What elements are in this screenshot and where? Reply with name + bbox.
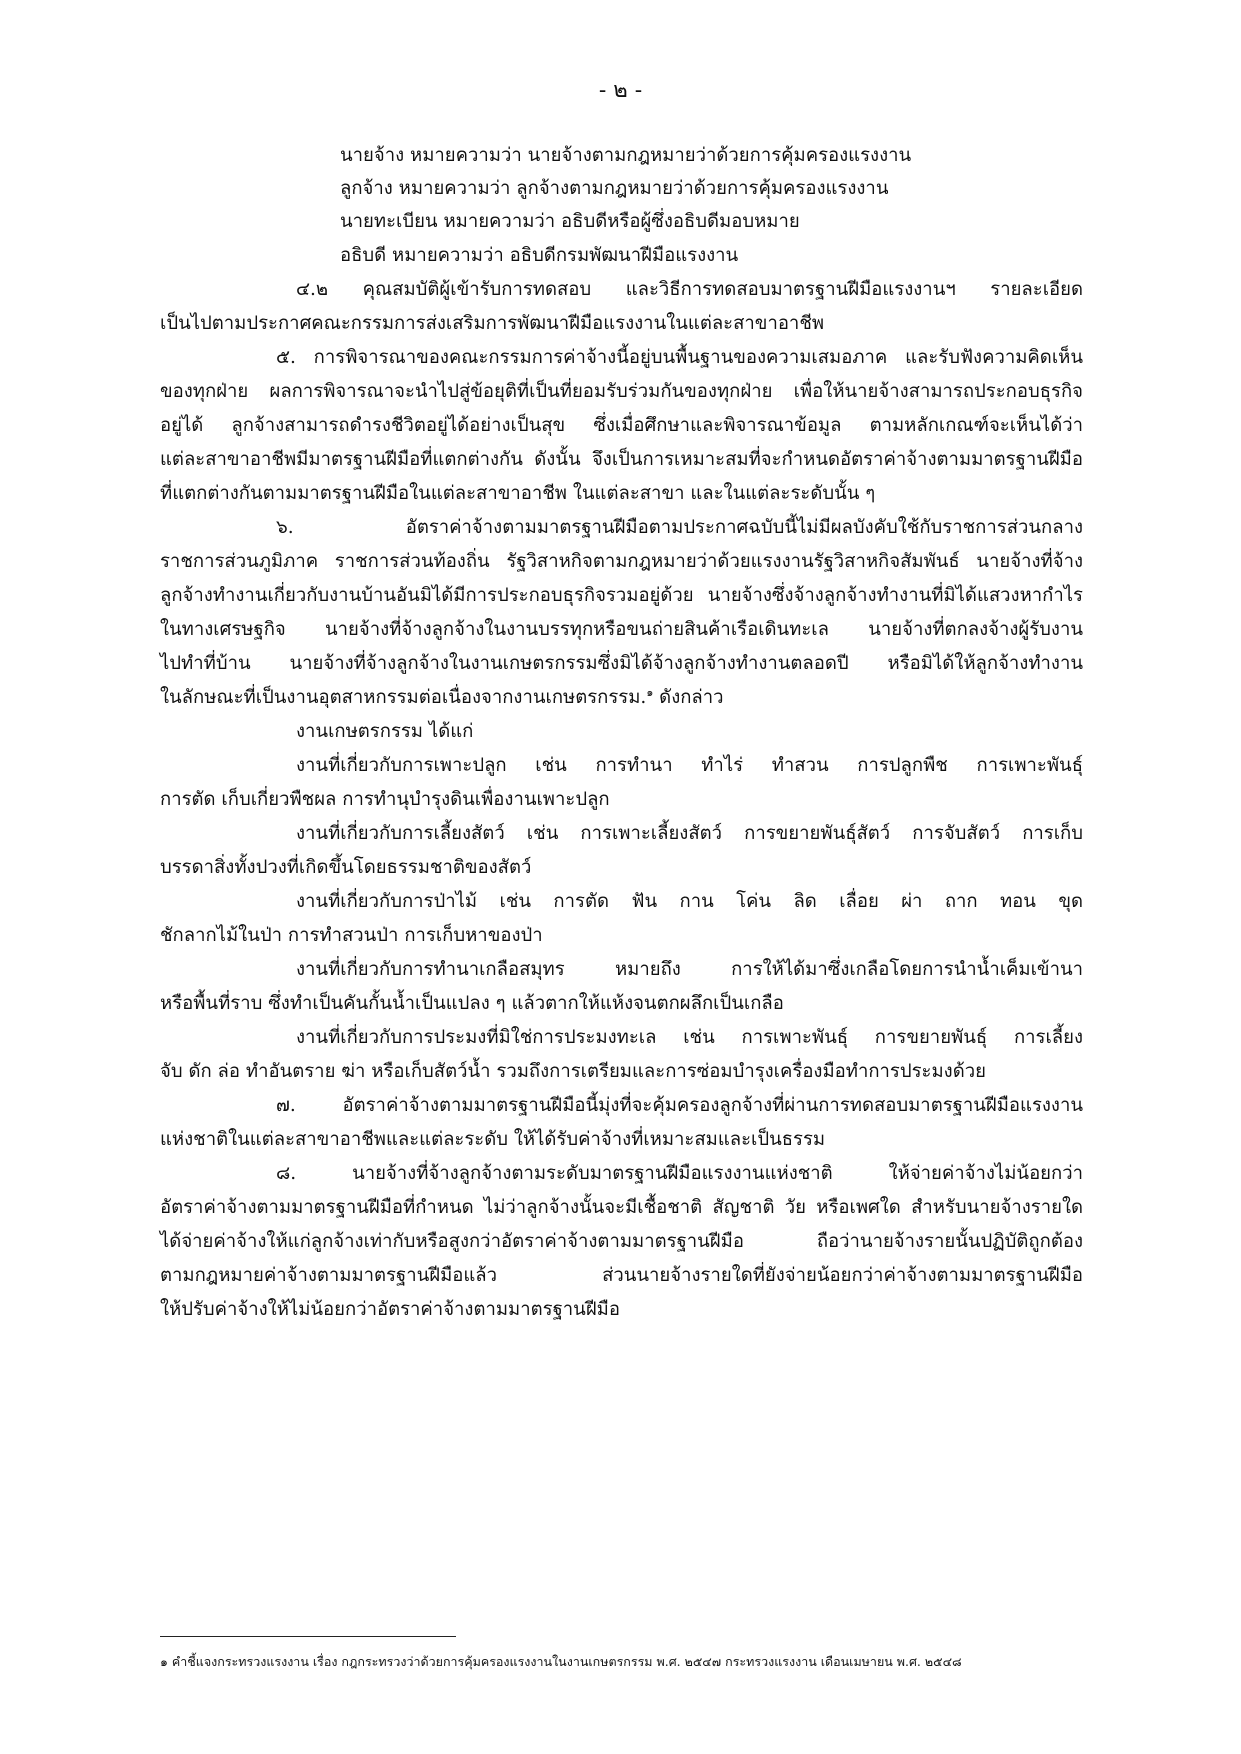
paragraph-line: งานที่เกี่ยวกับการเพาะปลูก เช่น การทำนา ทำไร่ ทำสวน การปลูกพืช การเพาะพันธุ์	[296, 755, 1083, 776]
subheading: งานเกษตรกรรม ได้แก่	[296, 721, 474, 742]
paragraph-line: ในทางเศรษฐกิจ นายจ้างที่จ้างลูกจ้างในงานบรรทุกหรือขนถ่ายสินค้าเรือเดินทะเล นายจ้างที่ตกลงจ้างผู้รับงาน	[160, 619, 1083, 640]
paragraph-line: แต่ละสาขาอาชีพมีมาตรฐานฝีมือที่แตกต่างกัน ดังนั้น จึงเป็นการเหมาะสมที่จะกำหนดอัตราค่าจ้างตามมาตรฐานฝีมือ	[160, 449, 1083, 470]
definition-line: นายทะเบียน หมายความว่า อธิบดีหรือผู้ซึ่งอธิบดีมอบหมาย	[340, 211, 800, 232]
paragraph-line: ตามกฎหมายค่าจ้างตามมาตรฐานฝีมือแล้ว ส่วนนายจ้างรายใดที่ยังจ่ายน้อยกว่าค่าจ้างตามมาตรฐานฝีมือ	[160, 1265, 1083, 1286]
footnote-divider	[160, 1636, 456, 1637]
paragraph-line: ๖. อัตราค่าจ้างตามมาตรฐานฝีมือตามประกาศฉบับนี้ไม่มีผลบังคับใช้กับราชการส่วนกลาง	[276, 517, 1083, 538]
paragraph-line: ราชการส่วนภูมิภาค ราชการส่วนท้องถิ่น รัฐวิสาหกิจตามกฎหมายว่าด้วยแรงงานรัฐวิสาหกิจสัมพันธ์ นายจ้างที่จ้าง	[160, 551, 1083, 572]
footnote: ๑ คำชี้แจงกระทรวงแรงงาน เรื่อง กฎกระทรวงว่าด้วยการคุ้มครองแรงงานในงานเกษตรกรรม พ.ศ. ๒๕๔๗ กระทรวงแรงงาน เดือนเมษายน พ.ศ. ๒๕๔๘	[160, 1654, 962, 1669]
footnote-reference: ๑	[646, 685, 654, 699]
paragraph-line: งานที่เกี่ยวกับการเลี้ยงสัตว์ เช่น การเพาะเลี้ยงสัตว์ การขยายพันธุ์สัตว์ การจับสัตว์ การเก็บ	[296, 823, 1083, 844]
paragraph-line: ๗. อัตราค่าจ้างตามมาตรฐานฝีมือนี้มุ่งที่จะคุ้มครองลูกจ้างที่ผ่านการทดสอบมาตรฐานฝีมือแรงงาน	[276, 1095, 1083, 1116]
paragraph-line: แห่งชาติในแต่ละสาขาอาชีพและแต่ละระดับ ให้ได้รับค่าจ้างที่เหมาะสมและเป็นธรรม	[160, 1129, 826, 1150]
paragraph-line: ชักลากไม้ในป่า การทำสวนป่า การเก็บหาของป่า	[160, 925, 543, 946]
paragraph-line: จับ ดัก ล่อ ทำอันตราย ฆ่า หรือเก็บสัตว์น้ำ รวมถึงการเตรียมและการซ่อมบำรุงเครื่องมือทำการประมงด้วย	[160, 1061, 986, 1082]
paragraph-line: งานที่เกี่ยวกับการประมงที่มิใช่การประมงทะเล เช่น การเพาะพันธุ์ การขยายพันธุ์ การเลี้ยง	[296, 1027, 1083, 1048]
paragraph-line: การตัด เก็บเกี่ยวพืชผล การทำนุบำรุงดินเพื่องานเพาะปลูก	[160, 789, 610, 810]
definition-line: นายจ้าง หมายความว่า นายจ้างตามกฎหมายว่าด้วยการคุ้มครองแรงงาน	[340, 145, 912, 166]
paragraph-line: บรรดาสิ่งทั้งปวงที่เกิดขึ้นโดยธรรมชาติของสัตว์	[160, 857, 532, 878]
definition-line: อธิบดี หมายความว่า อธิบดีกรมพัฒนาฝีมือแรงงาน	[340, 245, 739, 266]
paragraph-line: อยู่ได้ ลูกจ้างสามารถดำรงชีวิตอยู่ได้อย่างเป็นสุข ซึ่งเมื่อศึกษาและพิจารณาข้อมูล ตามหลักเกณฑ์จะเห็นได้ว่า	[160, 415, 1083, 436]
paragraph-line: ที่แตกต่างกันตามมาตรฐานฝีมือในแต่ละสาขาอาชีพ ในแต่ละสาขา และในแต่ละระดับนั้น ๆ	[160, 483, 876, 504]
paragraph-line: หรือพื้นที่ราบ ซึ่งทำเป็นคันกั้นน้ำเป็นแปลง ๆ แล้วตากให้แห้งจนตกผลึกเป็นเกลือ	[160, 993, 784, 1014]
paragraph-line: งานที่เกี่ยวกับการป่าไม้ เช่น การตัด ฟัน กาน โค่น ลิด เลื่อย ผ่า ถาก ทอน ขุด	[296, 891, 1083, 912]
paragraph-line: ในลักษณะที่เป็นงานอุตสาหกรรมต่อเนื่องจากงานเกษตรกรรม.$^๑$ ดังกล่าว	[160, 685, 724, 708]
paragraph-line: ๕. การพิจารณาของคณะกรรมการค่าจ้างนี้อยู่บนพื้นฐานของความเสมอภาค และรับฟังความคิดเห็น	[276, 347, 1083, 368]
paragraph-line: ไปทำที่บ้าน นายจ้างที่จ้างลูกจ้างในงานเกษตรกรรมซึ่งมิได้จ้างลูกจ้างทำงานตลอดปี หรือมิได้ให้ลูกจ้างทำงาน	[160, 653, 1083, 674]
paragraph-line: ให้ปรับค่าจ้างให้ไม่น้อยกว่าอัตราค่าจ้างตามมาตรฐานฝีมือ	[160, 1299, 620, 1320]
page-number: - ๒ -	[598, 78, 643, 103]
paragraph-line: ของทุกฝ่าย ผลการพิจารณาจะนำไปสู่ข้อยุติที่เป็นที่ยอมรับร่วมกันของทุกฝ่าย เพื่อให้นายจ้างสามารถประกอบธุรกิจ	[160, 381, 1083, 402]
paragraph-line: ๘. นายจ้างที่จ้างลูกจ้างตามระดับมาตรฐานฝีมือแรงงานแห่งชาติ ให้จ่ายค่าจ้างไม่น้อยกว่า	[276, 1163, 1083, 1184]
definition-line: ลูกจ้าง หมายความว่า ลูกจ้างตามกฎหมายว่าด้วยการคุ้มครองแรงงาน	[340, 178, 889, 199]
paragraph-line: งานที่เกี่ยวกับการทำนาเกลือสมุทร หมายถึง การให้ได้มาซึ่งเกลือโดยการนำน้ำเค็มเข้านา	[296, 959, 1083, 980]
paragraph-line: อัตราค่าจ้างตามมาตรฐานฝีมือที่กำหนด ไม่ว่าลูกจ้างนั้นจะมีเชื้อชาติ สัญชาติ วัย หรือเพศใด สำหรับนายจ้างรายใด	[160, 1197, 1083, 1218]
paragraph-line: ลูกจ้างทำงานเกี่ยวกับงานบ้านอันมิได้มีการประกอบธุรกิจรวมอยู่ด้วย นายจ้างซึ่งจ้างลูกจ้างทำงานที่มิได้แสวงหากำไร	[160, 585, 1083, 606]
paragraph-line: เป็นไปตามประกาศคณะกรรมการส่งเสริมการพัฒนาฝีมือแรงงานในแต่ละสาขาอาชีพ	[160, 313, 825, 334]
paragraph-line: ได้จ่ายค่าจ้างให้แก่ลูกจ้างเท่ากับหรือสูงกว่าอัตราค่าจ้างตามมาตรฐานฝีมือ ถือว่านายจ้างรายนั้นปฏิบัติถูกต้อง	[160, 1231, 1083, 1252]
paragraph-line: ๔.๒ คุณสมบัติผู้เข้ารับการทดสอบ และวิธีการทดสอบมาตรฐานฝีมือแรงงานฯ รายละเอียด	[296, 279, 1083, 300]
